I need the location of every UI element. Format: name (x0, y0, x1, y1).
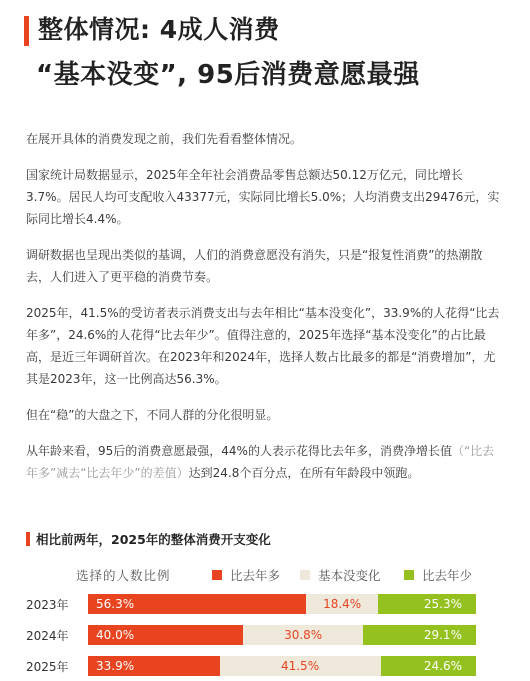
paragraph-age (26, 440, 502, 484)
paragraph: 但在“稳”的大盘之下，不同人群的分化很明显。 (26, 408, 279, 422)
paragraph: 2025年，41.5%的受访者表示消费支出与去年相比“基本没变化”，33.9%的人花得“比去年多”，24.6%的人花得“比去年少”。值得注意的，2025年选择“基本没变化”的占比最高，是近三年调研首次。在2023年和2024年，选择人数占比最多的都是“消费增加”，尤其是2023年，这一比例高达56.3%。 (26, 306, 500, 386)
bar-value-label: 33.9% (96, 659, 135, 673)
bar-value-label: 25.3% (423, 597, 462, 611)
bar-value-label: 40.0% (96, 628, 135, 642)
bar-more (88, 594, 306, 614)
paragraph: 国家统计局数据显示，2025年全年社会消费品零售总额达50.12万亿元，同比增长3.7%。居民人均可支配收入43377元，实际同比增长5.0%；人均消费支出29476元，实际同比增长4.4%。 (26, 168, 500, 226)
legend-label-less: 比去年少 (422, 568, 473, 583)
legend-item-less (404, 566, 472, 584)
row-label: 2024年 (26, 629, 69, 643)
bar-less (363, 625, 476, 645)
paragraph-age-main: 从年龄来看，95后的消费意愿最强，44%的人表示花得比去年多，消费净增长值 (26, 444, 452, 458)
bar-value-label: 41.5% (280, 659, 320, 673)
page-title-line-1: 整体情况: 4成人消费 (38, 15, 280, 44)
chart-title-accent-bar (26, 532, 30, 546)
bar-value-label: 24.6% (423, 659, 462, 673)
chart-legend (0, 566, 530, 582)
chart-row (0, 656, 530, 676)
stacked-bar (88, 656, 476, 676)
bar-more (88, 656, 220, 676)
legend-item-more (212, 566, 280, 584)
stacked-bar (88, 625, 476, 645)
bar-less (381, 656, 476, 676)
legend-axis-label: 选择的人数比例 (76, 568, 171, 583)
paragraph-age-note: （“比去年多”减去“比去年少”的差值） (26, 444, 495, 480)
paragraph: 在展开具体的消费发现之前，我们先看看整体情况。 (26, 132, 303, 146)
bar-less (378, 594, 476, 614)
chart-header (26, 530, 271, 548)
legend-item-same (300, 566, 381, 584)
legend-label-same: 基本没变化 (318, 568, 381, 583)
legend-swatch-less (404, 570, 414, 580)
bar-same (220, 656, 381, 676)
legend-swatch-more (212, 570, 222, 580)
bar-value-label: 56.3% (96, 597, 135, 611)
chart-title: 相比前两年，2025年的整体消费开支变化 (36, 532, 271, 547)
chart-row (0, 594, 530, 614)
legend-swatch-same (300, 570, 310, 580)
legend-label-more: 比去年多 (230, 568, 281, 583)
bar-same (306, 594, 377, 614)
bar-value-label: 29.1% (423, 628, 462, 642)
row-label: 2025年 (26, 660, 69, 674)
bar-value-label: 18.4% (323, 597, 362, 611)
paragraph-age-tail: 达到24.8个百分点，在所有年龄段中领跑。 (188, 466, 420, 480)
article-body (26, 128, 502, 498)
chart-row (0, 625, 530, 645)
bar-same (243, 625, 363, 645)
bar-more (88, 625, 243, 645)
page-title-line-2: “基本没变”, 95后消费意愿最强 (36, 60, 420, 90)
row-label: 2023年 (26, 598, 69, 612)
bar-value-label: 30.8% (284, 628, 323, 642)
stacked-bar (88, 594, 476, 614)
paragraph: 调研数据也呈现出类似的基调，人们的消费意愿没有消失，只是“报复性消费”的热潮散去，人们进入了更平稳的消费节奏。 (26, 248, 483, 284)
title-accent-bar (24, 16, 29, 46)
